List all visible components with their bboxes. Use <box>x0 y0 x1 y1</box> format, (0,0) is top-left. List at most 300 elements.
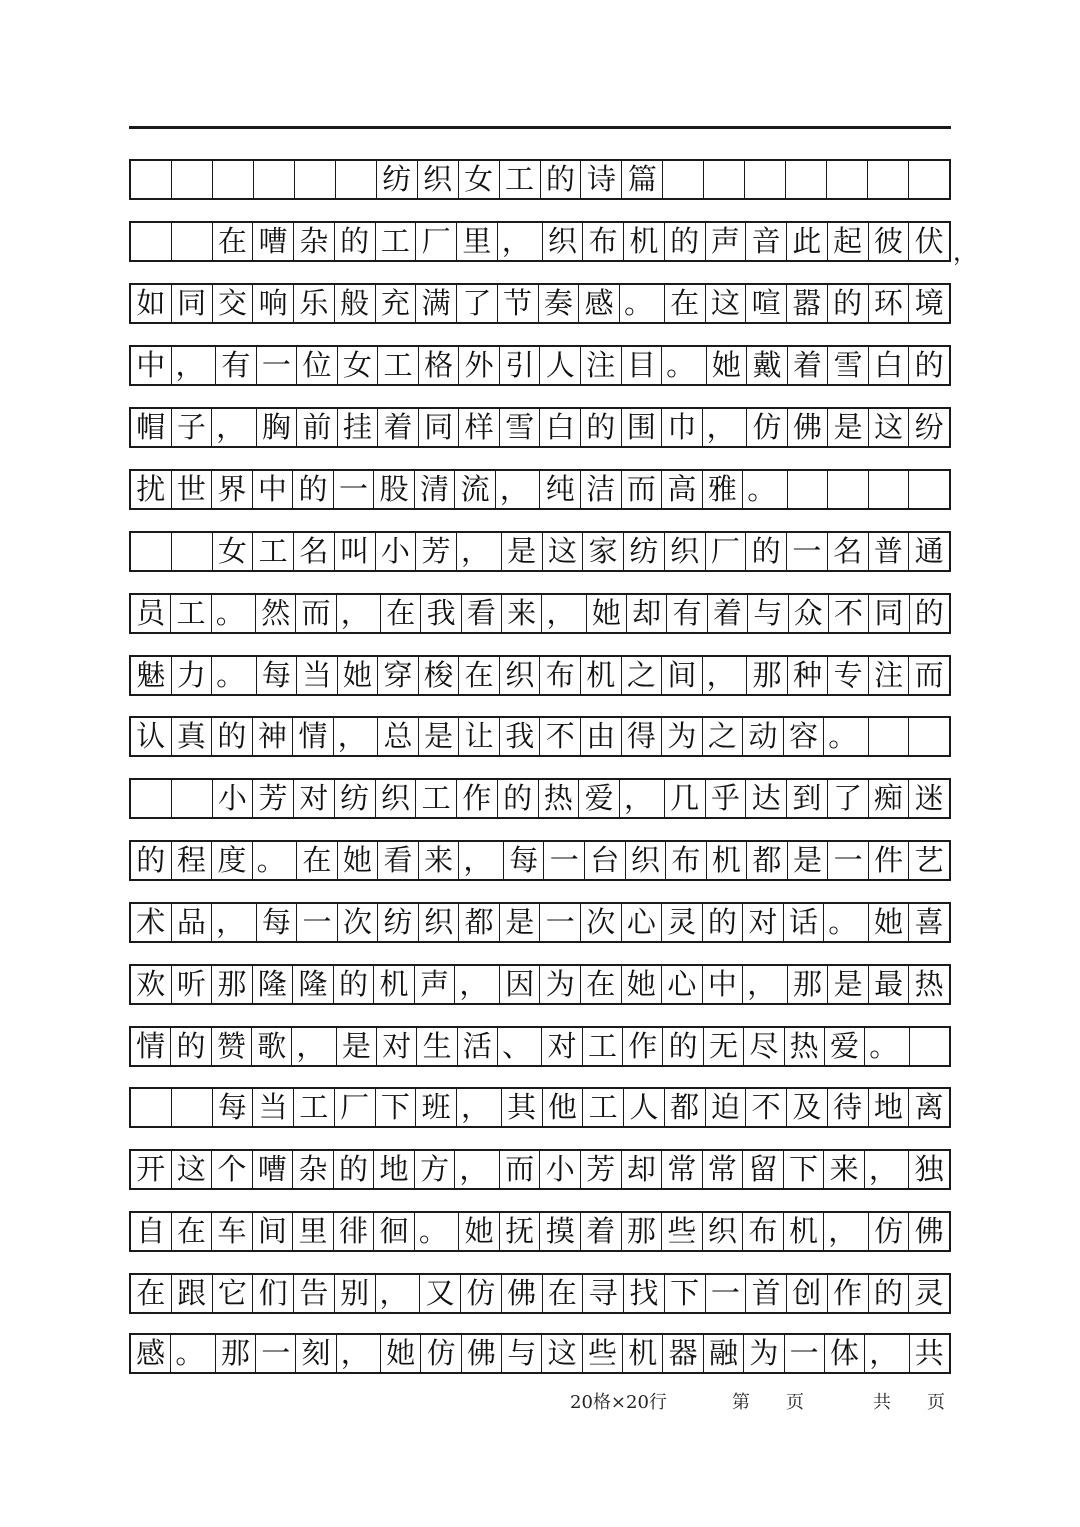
grid-cell <box>868 471 909 508</box>
grid-cell: 前 <box>296 409 337 446</box>
grid-cell: 当 <box>252 1089 293 1126</box>
grid-cell: 纺 <box>623 533 664 570</box>
grid-cell: 常 <box>702 1151 743 1188</box>
grid-cell: 工 <box>582 1028 622 1065</box>
grid-row <box>129 1087 951 1128</box>
grid-cell: 感 <box>136 1336 166 1370</box>
grid-cell: 纺 <box>377 904 418 941</box>
grid-cell: 她 <box>380 1335 420 1372</box>
grid-cell: 都 <box>458 904 499 941</box>
grid-cell: 地 <box>868 1089 909 1126</box>
grid-cell: 织 <box>417 161 458 198</box>
grid-cell: 别 <box>334 1275 375 1312</box>
grid-cell: 几 <box>664 780 705 817</box>
grid-cell: 伏 <box>908 223 949 260</box>
grid-cell: 然 <box>255 595 295 632</box>
grid-cell: 迫 <box>705 1089 746 1126</box>
grid-cell: 芳 <box>252 780 293 817</box>
grid-cell: 的 <box>827 285 868 322</box>
grid-cell: 。 <box>823 904 868 941</box>
grid-cell: 。 <box>170 1335 214 1372</box>
grid-cell: 纷 <box>908 409 949 446</box>
grid-cell: 子 <box>171 409 212 446</box>
grid-cell: 灵 <box>908 1275 949 1312</box>
grid-cell: ， <box>336 595 380 632</box>
grid-cell: 的 <box>333 1151 374 1188</box>
grid-cell: ， <box>458 842 503 879</box>
grid-cell <box>908 471 949 508</box>
grid-cell: 体 <box>824 1335 864 1372</box>
grid-row <box>129 1211 951 1252</box>
grid-cell: 的 <box>136 843 166 877</box>
grid-cell: 充 <box>375 285 416 322</box>
grid-cell: 佛 <box>461 1335 501 1372</box>
grid-cell: 动 <box>742 718 783 755</box>
grid-cell: 的 <box>868 1275 909 1312</box>
grid-cell: 穿 <box>377 657 418 694</box>
grid-cell: 的 <box>540 161 581 198</box>
grid-cell: 工 <box>499 161 540 198</box>
grid-cell <box>131 161 171 198</box>
title-row <box>129 159 951 200</box>
grid-cell: 这 <box>705 285 746 322</box>
grid-cell: 喧 <box>745 285 786 322</box>
grid-cell: 人 <box>539 347 580 384</box>
grid-cell: 及 <box>786 1089 827 1126</box>
grid-cell: 抚 <box>499 1213 540 1250</box>
grid-cell: 个 <box>211 1151 252 1188</box>
grid-cell: 对 <box>293 780 334 817</box>
grid-cell: 看 <box>377 842 418 879</box>
grid-cell: 里 <box>292 1213 333 1250</box>
grid-cell: ， <box>864 1335 908 1372</box>
grid-cell: 次 <box>337 904 378 941</box>
grid-cell: 同 <box>418 409 459 446</box>
grid-cell: 篇 <box>621 161 662 198</box>
grid-cell: 到 <box>786 780 827 817</box>
grid-cell: 着 <box>787 347 828 384</box>
grid-cell: 起 <box>827 223 868 260</box>
grid-cell: 之 <box>621 657 662 694</box>
grid-cell: 一 <box>256 347 297 384</box>
grid-cell: 而 <box>499 1151 540 1188</box>
grid-cell: 她 <box>706 347 747 384</box>
grid-cell: 响 <box>252 285 293 322</box>
grid-row <box>129 1149 951 1190</box>
grid-cell <box>867 161 908 198</box>
grid-cell: 来 <box>418 842 459 879</box>
grid-cell: 之 <box>702 718 743 755</box>
grid-cell: 寻 <box>582 1275 623 1312</box>
grid-cell: 是 <box>827 966 868 1003</box>
grid-cell: 纺 <box>376 161 417 198</box>
grid-cell: 着 <box>580 1213 621 1250</box>
grid-cell: 织 <box>625 842 666 879</box>
grid-cell: 车 <box>211 1213 252 1250</box>
grid-cell: 一 <box>543 842 584 879</box>
grid-cell: 这 <box>868 409 909 446</box>
grid-cell: 机 <box>706 842 747 879</box>
grid-cell: 对 <box>541 1028 581 1065</box>
grid-cell: 而 <box>908 657 949 694</box>
grid-cell: 机 <box>623 223 664 260</box>
grid-cell: 如 <box>136 286 166 320</box>
grid-cell: 情 <box>136 1029 166 1063</box>
grid-cell: 来 <box>501 595 541 632</box>
grid-cell: 名 <box>293 533 334 570</box>
grid-cell: 隆 <box>292 966 333 1003</box>
grid-cell: 刻 <box>295 1335 335 1372</box>
grid-cell: 看 <box>461 595 501 632</box>
grid-cell: 小 <box>375 533 416 570</box>
grid-cell: 了 <box>827 780 868 817</box>
grid-cell: 一 <box>539 904 580 941</box>
grid-cell: 每 <box>212 1089 253 1126</box>
grid-cell: 同 <box>868 595 908 632</box>
grid-cell: 。 <box>414 1213 459 1250</box>
grid-cell: 声 <box>414 966 455 1003</box>
grid-cell: 织 <box>702 1213 743 1250</box>
grid-cell: 的 <box>170 1028 210 1065</box>
grid-cell <box>171 533 212 570</box>
grid-cell: 共 <box>909 1335 949 1372</box>
grid-cell: 隆 <box>252 966 293 1003</box>
grid-cell: 注 <box>580 347 621 384</box>
grid-cell: 胸 <box>256 409 297 446</box>
grid-cell: 了 <box>456 285 497 322</box>
grid-cell: 普 <box>868 533 909 570</box>
grid-cell: 在 <box>542 1275 583 1312</box>
grid-row <box>129 469 951 510</box>
grid-cell: 魅 <box>136 658 166 692</box>
grid-cell: 欢 <box>136 967 166 1001</box>
grid-cell: 引 <box>499 347 540 384</box>
grid-cell: 的 <box>664 223 705 260</box>
grid-cell: 在 <box>664 285 705 322</box>
grid-cell: 着 <box>377 409 418 446</box>
grid-cell: 的 <box>211 718 252 755</box>
grid-cell: ， <box>171 347 216 384</box>
grid-cell: 间 <box>252 1213 293 1250</box>
grid-cell: 格 <box>418 347 459 384</box>
grid-cell: 工 <box>375 223 416 260</box>
grid-cell: 摸 <box>539 1213 580 1250</box>
grid-cell: 。 <box>619 285 664 322</box>
grid-cell: 乎 <box>705 780 746 817</box>
grid-cell: 织 <box>418 904 459 941</box>
grid-cell: 为 <box>743 1335 783 1372</box>
grid-cell <box>131 533 171 570</box>
grid-cell: 工 <box>252 533 293 570</box>
grid-cell: 、 <box>497 1028 541 1065</box>
grid-cell: 而 <box>295 595 335 632</box>
grid-cell: 节 <box>497 285 538 322</box>
grid-cell: 在 <box>380 595 420 632</box>
grid-cell: 离 <box>908 1089 949 1126</box>
grid-cell: 是 <box>336 1028 376 1065</box>
grid-cell: 在 <box>296 842 337 879</box>
grid-cell: 力 <box>171 657 212 694</box>
grid-cell: 不 <box>828 595 868 632</box>
grid-cell: 外 <box>458 347 499 384</box>
grid-cell: 待 <box>827 1089 868 1126</box>
grid-row <box>129 593 951 634</box>
grid-row <box>129 840 951 881</box>
grid-cell: 里 <box>456 223 497 260</box>
grid-cell: 独 <box>908 1151 949 1188</box>
grid-row <box>129 778 951 819</box>
grid-cell: 的 <box>702 904 743 941</box>
grid-cell: 我 <box>499 718 540 755</box>
grid-cell: 声 <box>705 223 746 260</box>
grid-cell: 诗 <box>580 161 621 198</box>
grid-row <box>129 1333 951 1374</box>
grid-cell: 当 <box>296 657 337 694</box>
grid-cell: 界 <box>211 471 252 508</box>
grid-cell: 是 <box>787 842 828 879</box>
grid-cell: 机 <box>622 1335 662 1372</box>
grid-cell: 我 <box>420 595 460 632</box>
grid-cell: 是 <box>418 718 459 755</box>
grid-cell: 有 <box>666 595 706 632</box>
grid-cell: 的 <box>580 409 621 446</box>
grid-cell: 嚣 <box>786 285 827 322</box>
grid-cell: 神 <box>252 718 293 755</box>
grid-cell: 芳 <box>580 1151 621 1188</box>
grid-cell: 在 <box>212 223 253 260</box>
grid-cell: 工 <box>415 780 456 817</box>
grid-cell: 注 <box>868 657 909 694</box>
grid-cell: 一 <box>786 533 827 570</box>
grid-cell: 作 <box>456 780 497 817</box>
footer-total-pages: 共 页 <box>873 1392 945 1413</box>
grid-cell: 厂 <box>705 533 746 570</box>
grid-cell: 在 <box>136 1276 166 1310</box>
grid-cell: 作 <box>622 1028 662 1065</box>
grid-cell: 。 <box>211 657 256 694</box>
grid-cell: 股 <box>373 471 414 508</box>
grid-cell: 雅 <box>702 471 743 508</box>
grid-cell <box>253 161 294 198</box>
grid-cell: 的 <box>333 966 374 1003</box>
grid-cell: 与 <box>747 595 787 632</box>
grid-row <box>129 531 951 572</box>
grid-cell: 帽 <box>136 410 166 444</box>
grid-cell: 家 <box>582 533 623 570</box>
grid-cell: 来 <box>823 1151 864 1188</box>
grid-cell: 奏 <box>538 285 579 322</box>
grid-cell: 度 <box>211 842 252 879</box>
grid-cell: 女 <box>212 533 253 570</box>
grid-cell: 同 <box>171 285 212 322</box>
grid-cell: 仿 <box>420 1335 460 1372</box>
grid-cell: 。 <box>661 347 706 384</box>
grid-cell: 台 <box>584 842 625 879</box>
grid-cell: 让 <box>458 718 499 755</box>
grid-cell: 不 <box>745 1089 786 1126</box>
grid-cell: 一 <box>784 1335 824 1372</box>
grid-cell: ， <box>454 1151 499 1188</box>
grid-cell: 跟 <box>171 1275 212 1312</box>
grid-cell: 那 <box>215 1335 255 1372</box>
grid-cell: 彼 <box>868 223 909 260</box>
grid-cell: 下 <box>664 1275 705 1312</box>
grid-cell: 因 <box>499 966 540 1003</box>
grid-cell: 她 <box>868 904 909 941</box>
grid-cell: 对 <box>376 1028 416 1065</box>
grid-row <box>129 1273 951 1314</box>
grid-cell: 。 <box>252 842 297 879</box>
grid-cell: 那 <box>621 1213 662 1250</box>
grid-cell: 杂 <box>292 1151 333 1188</box>
grid-cell: 嘈 <box>252 223 293 260</box>
grid-row <box>129 655 951 696</box>
grid-cell: 是 <box>501 533 542 570</box>
grid-cell: 戴 <box>746 347 787 384</box>
grid-cell: 无 <box>703 1028 743 1065</box>
grid-cell: ， <box>375 1275 420 1312</box>
grid-cell: ， <box>541 595 585 632</box>
grid-cell: 每 <box>256 904 297 941</box>
grid-cell: 中 <box>702 966 743 1003</box>
grid-cell: 佛 <box>908 1213 949 1250</box>
overflow-comma: ， <box>953 238 977 266</box>
grid-cell: 的 <box>662 1028 702 1065</box>
grid-cell: 专 <box>827 657 868 694</box>
grid-cell: ， <box>497 223 542 260</box>
grid-cell: 位 <box>296 347 337 384</box>
grid-cell: 交 <box>212 285 253 322</box>
grid-cell: 中 <box>136 348 166 382</box>
grid-cell: 听 <box>171 966 212 1003</box>
grid-row <box>129 407 951 448</box>
grid-cell: 而 <box>621 471 662 508</box>
grid-cell: 乐 <box>293 285 334 322</box>
grid-cell: ， <box>495 471 540 508</box>
grid-cell: 得 <box>621 718 662 755</box>
grid-cell: 的 <box>909 595 949 632</box>
grid-cell: 白 <box>539 409 580 446</box>
grid-cell: 杂 <box>293 223 334 260</box>
grid-cell: 灵 <box>661 904 702 941</box>
grid-cell: 对 <box>742 904 783 941</box>
grid-cell: 白 <box>868 347 909 384</box>
grid-cell: 叫 <box>334 533 375 570</box>
grid-cell: 些 <box>582 1335 622 1372</box>
grid-cell: 流 <box>454 471 495 508</box>
grid-cell: 员 <box>136 596 166 630</box>
grid-cell <box>785 161 826 198</box>
grid-cell: 热 <box>538 780 579 817</box>
grid-cell: 生 <box>416 1028 456 1065</box>
grid-cell <box>131 1089 171 1126</box>
grid-cell: 机 <box>580 657 621 694</box>
grid-cell: 地 <box>373 1151 414 1188</box>
grid-cell: 布 <box>582 223 623 260</box>
grid-cell: 告 <box>293 1275 334 1312</box>
grid-cell: 话 <box>783 904 824 941</box>
grid-cell: 与 <box>501 1335 541 1372</box>
grid-cell: 方 <box>414 1151 455 1188</box>
grid-cell <box>171 780 212 817</box>
grid-cell: 是 <box>499 904 540 941</box>
grid-cell: ， <box>336 1335 380 1372</box>
grid-cell: 容 <box>783 718 824 755</box>
grid-cell: 喜 <box>908 904 949 941</box>
grid-cell: 女 <box>458 161 499 198</box>
grid-cell: 。 <box>823 718 868 755</box>
grid-cell: 环 <box>868 285 909 322</box>
grid-cell: 。 <box>864 1028 908 1065</box>
grid-cell: 仿 <box>746 409 787 446</box>
grid-cell: 她 <box>586 595 626 632</box>
grid-cell <box>335 161 376 198</box>
grid-cell: ， <box>333 718 378 755</box>
grid-cell: 它 <box>212 1275 253 1312</box>
grid-cell: 仿 <box>460 1275 501 1312</box>
grid-cell: 尽 <box>743 1028 783 1065</box>
grid-cell: 热 <box>908 966 949 1003</box>
grid-cell <box>171 223 212 260</box>
grid-cell <box>131 223 171 260</box>
grid-cell: 术 <box>136 905 166 939</box>
grid-cell: 器 <box>662 1335 702 1372</box>
grid-cell: 在 <box>458 657 499 694</box>
grid-cell: 活 <box>457 1028 497 1065</box>
grid-cell: ， <box>456 533 501 570</box>
grid-cell: 人 <box>623 1089 664 1126</box>
grid-cell: 作 <box>827 1275 868 1312</box>
grid-cell: 这 <box>542 533 583 570</box>
grid-cell: 他 <box>542 1089 583 1126</box>
grid-cell: 音 <box>745 223 786 260</box>
grid-cell: ， <box>291 1028 335 1065</box>
grid-cell: 工 <box>293 1089 334 1126</box>
grid-cell: 她 <box>337 842 378 879</box>
grid-cell: 间 <box>661 657 702 694</box>
grid-cell: 般 <box>334 285 375 322</box>
grid-cell: 一 <box>333 471 374 508</box>
grid-cell: 一 <box>296 904 337 941</box>
grid-cell: 认 <box>136 719 166 753</box>
grid-cell: 众 <box>788 595 828 632</box>
grid-cell: ， <box>702 409 747 446</box>
grid-cell: 心 <box>661 966 702 1003</box>
grid-cell: 机 <box>783 1213 824 1250</box>
grid-cell: 不 <box>539 718 580 755</box>
grid-cell: 那 <box>746 657 787 694</box>
grid-cell: 每 <box>503 842 544 879</box>
grid-cell <box>908 161 949 198</box>
grid-cell: 歌 <box>251 1028 291 1065</box>
grid-cell <box>827 471 868 508</box>
grid-cell <box>826 161 867 198</box>
grid-cell: 融 <box>703 1335 743 1372</box>
grid-row <box>129 1026 951 1067</box>
grid-cell <box>294 161 335 198</box>
grid-cell: 感 <box>578 285 619 322</box>
grid-cell: 热 <box>784 1028 824 1065</box>
grid-cell: 却 <box>626 595 666 632</box>
grid-cell: 徘 <box>333 1213 374 1250</box>
grid-cell: 品 <box>171 904 212 941</box>
grid-cell: 由 <box>580 718 621 755</box>
grid-cell: 爱 <box>824 1028 864 1065</box>
grid-cell: 围 <box>621 409 662 446</box>
grid-cell: 那 <box>211 966 252 1003</box>
grid-cell: 们 <box>252 1275 293 1312</box>
grid-cell: 赞 <box>211 1028 251 1065</box>
